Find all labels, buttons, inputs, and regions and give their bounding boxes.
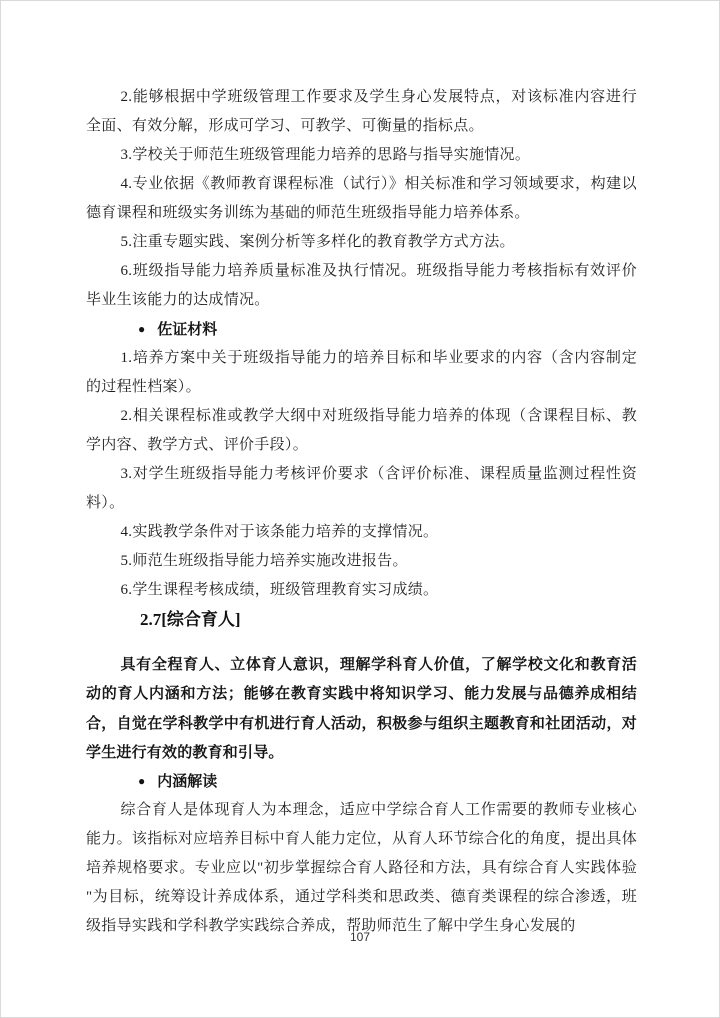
list-item: 4.专业依据《教师教育课程标准（试行）》相关标准和学习领域要求，构建以德育课程和班级实务训练为基础的师范生班级指导能力培养体系。 [86,176,637,221]
list-item: 5.师范生班级指导能力培养实施改进报告。 [120,553,408,569]
list-item: 6.班级指导能力培养质量标准及执行情况。班级指导能力考核指标有效评价毕业生该能力的达成情况。 [86,263,637,308]
list-item: 6.学生课程考核成绩，班级管理教育实习成绩。 [120,582,439,598]
section-heading: 2.7[综合育人] [140,610,241,629]
bullet-label: 内涵解读 [157,773,218,791]
standard-statement-paragraph: 具有全程育人、立体育人意识，理解学科育人价值，了解学校文化和教育活动的育人内涵和方法；能够在教育实践中将知识学习、能力发展与品德养成相结合，自觉在学科教学中有机进行育人活动，积极参与组织主题教育和社团活动，对学生进行有效的教育和引导。 [86,656,637,761]
bullet-label: 佐证材料 [157,321,218,338]
list-item: 2.相关课程标准或教学大纲中对班级指导能力培养的体现（含课程目标、教学内容、教学方式、评价手段）。 [86,408,637,453]
page-number: 107 [349,930,371,944]
list-item: 3.学校关于师范生班级管理能力培养的思路与指导实施情况。 [120,147,531,163]
bullet-dot-icon: ● [138,774,146,789]
page-content [86,83,637,941]
connotation-interpretation-heading [86,767,637,796]
list-item: 5.注重专题实践、案例分析等多样化的教育教学方式方法。 [120,234,515,250]
list-item: 3.对学生班级指导能力考核评价要求（含评价标准、课程质量监测过程性资料）。 [86,466,637,511]
body-paragraph: 综合育人是体现育人为本理念，适应中学综合育人工作需要的教师专业核心能力。该指标对应培养目标中育人能力定位，从育人环节综合化的角度，提出具体培养规格要求。专业应以"初步掌握综合育人路径和方法，具有综合育人实践体验 "为目标，统筹设计养成体系，通过学科类和思政类、德育类课程的综合渗透，班级指导实践和学科教学实践综合养成，帮助师范生了解中学生身心发展的 [86,802,637,935]
list-item: 2.能够根据中学班级管理工作要求及学生身心发展特点，对该标准内容进行全面、有效分解，形成可学习、可教学、可衡量的指标点。 [86,89,637,134]
list-item: 4.实践教学条件对于该条能力培养的支撑情况。 [120,524,439,540]
evidence-materials-heading [86,315,637,344]
bullet-dot-icon: ● [138,322,146,336]
list-item: 1.培养方案中关于班级指导能力的培养目标和毕业要求的内容（含内容制定的过程性档案）。 [86,350,637,395]
